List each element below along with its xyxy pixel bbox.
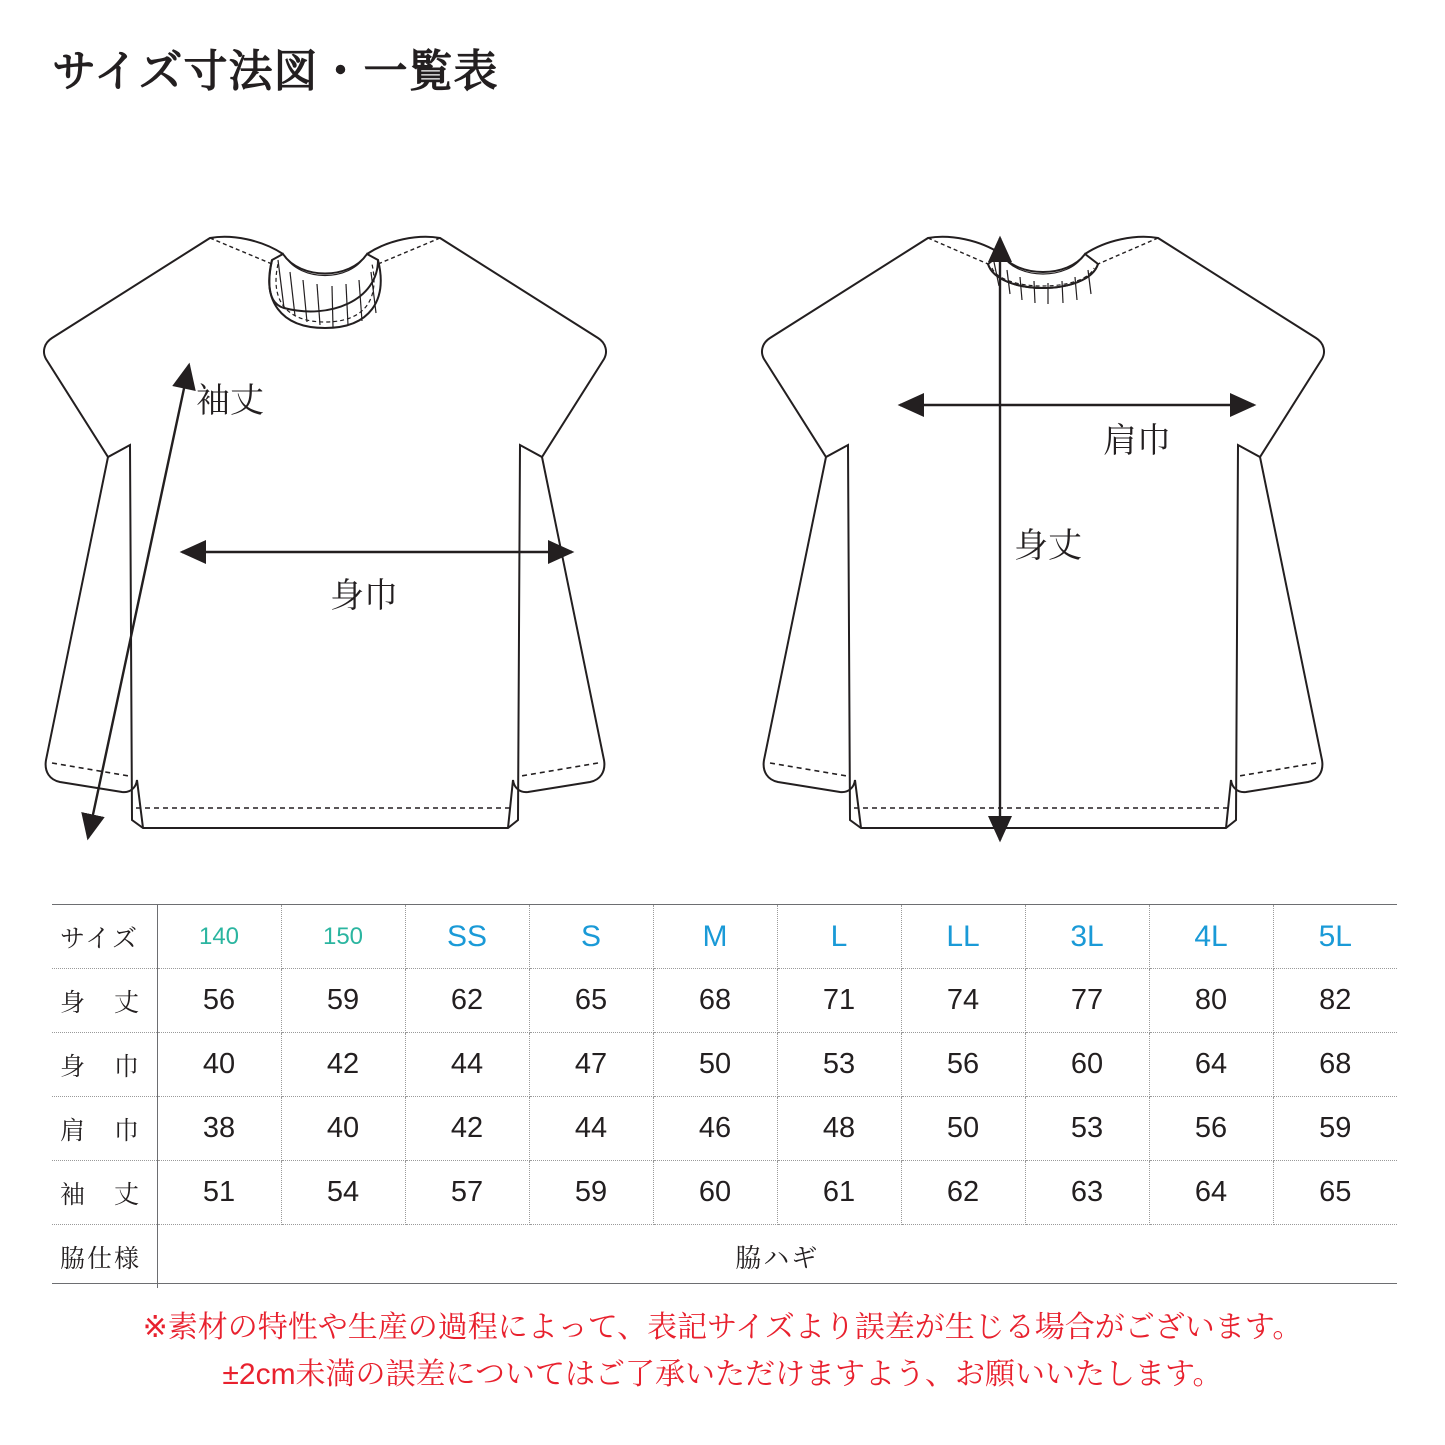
cell: 56 [157, 969, 281, 1033]
cell: 50 [901, 1097, 1025, 1161]
cell: 46 [653, 1097, 777, 1161]
cell: 68 [1273, 1033, 1397, 1097]
side-spec-value: 脇ハギ [735, 1243, 820, 1273]
back-shoulder-label: 肩巾 [1103, 422, 1171, 460]
row-label-sleeve-length: 袖 丈 [52, 1161, 157, 1225]
table-row [52, 1161, 1397, 1225]
table-row-spec [52, 1225, 1397, 1289]
front-sleeve-dimension-arrow [88, 365, 189, 838]
front-view-illustration [44, 237, 606, 828]
cell: 68 [653, 969, 777, 1033]
cell: 65 [1273, 1161, 1397, 1225]
cell: 64 [1149, 1161, 1273, 1225]
cell: 71 [777, 969, 901, 1033]
cell: 48 [777, 1097, 901, 1161]
page-title: サイズ寸法図・一覧表 [52, 47, 499, 96]
cell: 50 [653, 1033, 777, 1097]
table-header-row [52, 905, 1397, 969]
cell: 40 [281, 1097, 405, 1161]
cell: 60 [653, 1161, 777, 1225]
cell: 80 [1149, 969, 1273, 1033]
cell: 64 [1149, 1033, 1273, 1097]
table-col-5l: 5L [1273, 905, 1397, 969]
row-label-body-length: 身 丈 [52, 969, 157, 1033]
row-label-body-width: 身 巾 [52, 1033, 157, 1097]
cell: 59 [281, 969, 405, 1033]
table-col-s: S [529, 905, 653, 969]
cell: 53 [1025, 1097, 1149, 1161]
cell: 65 [529, 969, 653, 1033]
cell: 40 [157, 1033, 281, 1097]
cell: 56 [1149, 1097, 1273, 1161]
table-row [52, 1033, 1397, 1097]
cell: 57 [405, 1161, 529, 1225]
table-col-3l: 3L [1025, 905, 1149, 969]
table-row [52, 1097, 1397, 1161]
cell: 54 [281, 1161, 405, 1225]
front-sleeve-label: 袖丈 [196, 382, 264, 420]
cell: 62 [405, 969, 529, 1033]
cell: 44 [529, 1097, 653, 1161]
table-col-m: M [653, 905, 777, 969]
size-table [52, 905, 1397, 1288]
disclaimer-line-2: ±2cm未満の誤差についてはご了承いただけますよう、お願いいたします。 [222, 1357, 1223, 1391]
cell: 77 [1025, 969, 1149, 1033]
cell: 61 [777, 1161, 901, 1225]
table-col-4l: 4L [1149, 905, 1273, 969]
disclaimer-notes [0, 1305, 1445, 1398]
cell: 56 [901, 1033, 1025, 1097]
cell: 59 [1273, 1097, 1397, 1161]
cell: 74 [901, 969, 1025, 1033]
cell: 51 [157, 1161, 281, 1225]
cell: 47 [529, 1033, 653, 1097]
row-label-shoulder-width: 肩 巾 [52, 1097, 157, 1161]
table-col-ss: SS [405, 905, 529, 969]
table-col-140: 140 [157, 905, 281, 969]
table-bottom-rule [52, 1283, 1397, 1284]
table-col-ll: LL [901, 905, 1025, 969]
row-label-side-spec: 脇仕様 [52, 1225, 157, 1289]
cell: 63 [1025, 1161, 1149, 1225]
disclaimer-line-1: ※素材の特性や生産の過程によって、表記サイズより誤差が生じる場合がございます。 [142, 1311, 1303, 1344]
cell: 62 [901, 1161, 1025, 1225]
table-row [52, 969, 1397, 1033]
table-header-size-label: サイズ [52, 905, 157, 969]
cell: 42 [281, 1033, 405, 1097]
cell: 38 [157, 1097, 281, 1161]
table-col-l: L [777, 905, 901, 969]
back-length-label: 身丈 [1014, 527, 1082, 565]
cell: 42 [405, 1097, 529, 1161]
table-col-150: 150 [281, 905, 405, 969]
cell: 44 [405, 1033, 529, 1097]
cell: 59 [529, 1161, 653, 1225]
cell: 53 [777, 1033, 901, 1097]
cell: 60 [1025, 1033, 1149, 1097]
cell: 82 [1273, 969, 1397, 1033]
front-width-label: 身巾 [330, 577, 398, 615]
garment-illustrations [0, 160, 1445, 900]
